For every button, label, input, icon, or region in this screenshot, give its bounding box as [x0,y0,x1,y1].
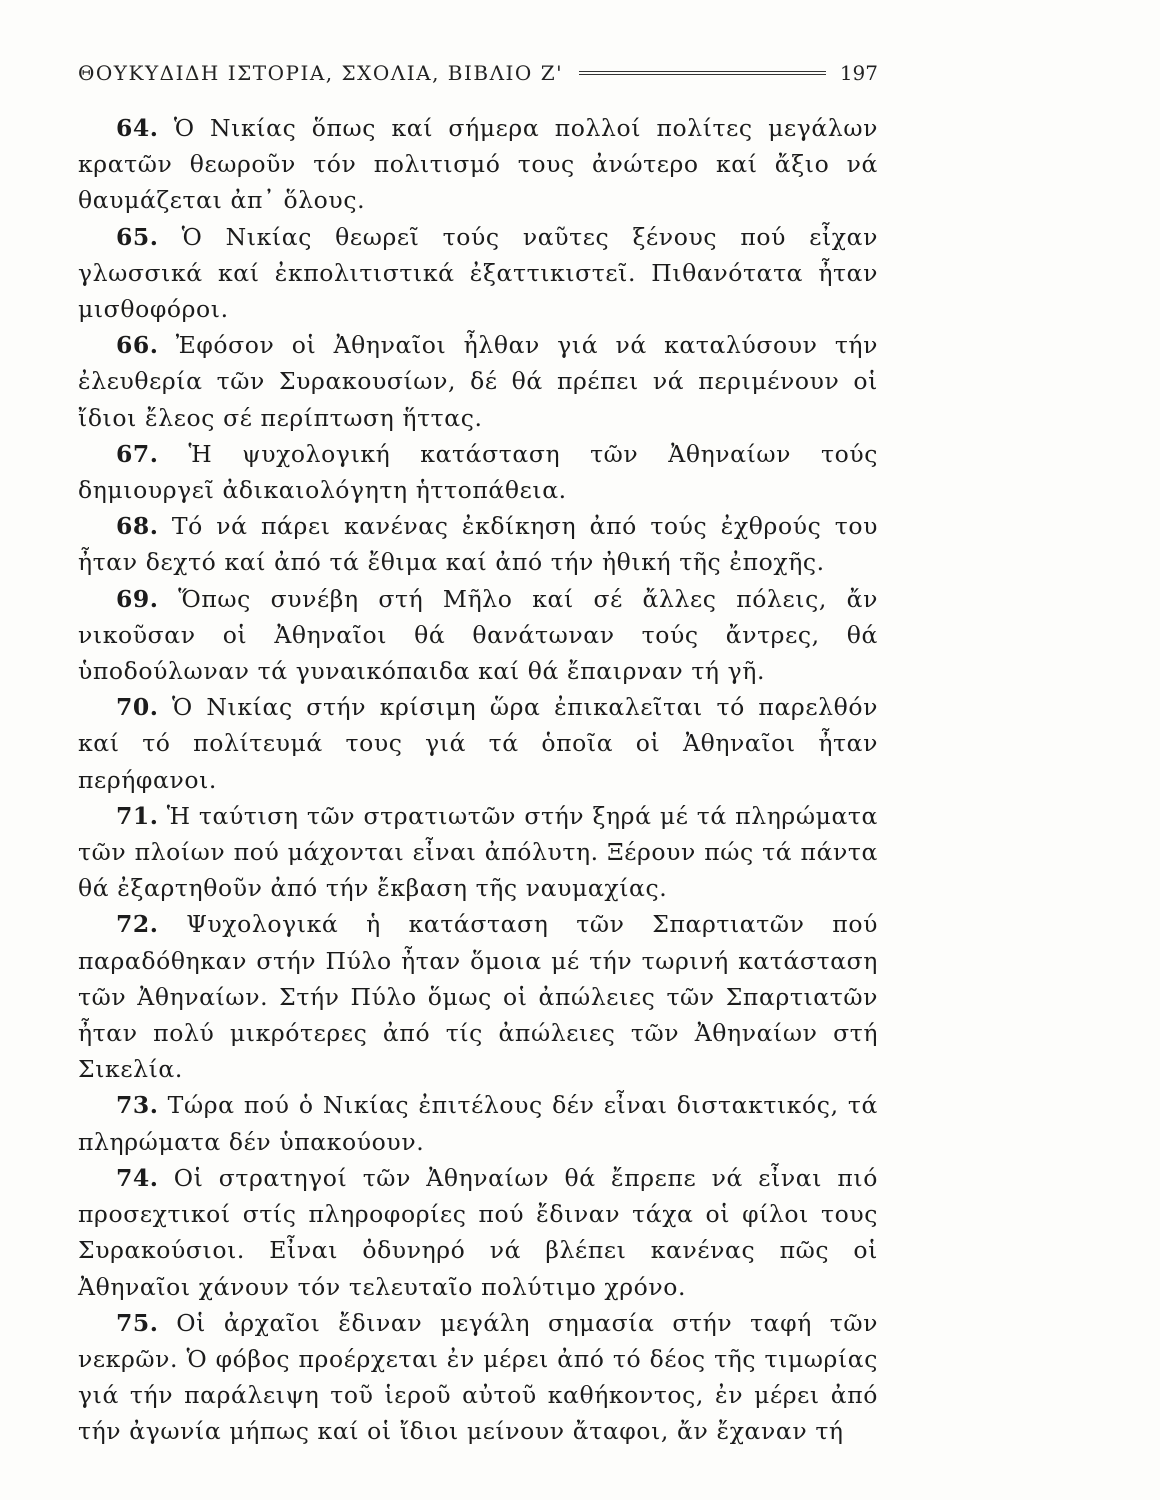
note-65 [78,219,878,328]
running-title: ΘΟΥΚΥΔΙΔΗ ΙΣΤΟΡΙΑ, ΣΧΟΛΙΑ, ΒΙΒΛΙΟ Ζ' [78,61,564,85]
note-number: 71. [116,801,159,830]
note-text: Ψυχολογικά ἡ κατάσταση τῶν Σπαρτιατῶν πού παραδόθηκαν στήν Πύλο ἦταν ὅμοια μέ τήν τωρινή κατάσταση τῶν Ἀθηναίων. Στήν Πύλο ὅμως οἱ ἀπώλειες τῶν Σπαρτιατῶν ἦταν πολύ μικρότερες ἀπό τίς ἀπώλειες τῶν Ἀθηναίων στή Σικελία. [78,910,878,1084]
note-text: Ἡ ψυχολογική κατάσταση τῶν Ἀθηναίων τούς δημιουργεῖ ἀδικαιολόγητη ἡττοπάθεια. [78,439,878,505]
note-number: 66. [116,331,159,360]
note-number: 64. [116,114,159,142]
running-head [78,56,878,90]
note-68 [78,508,878,580]
note-69 [78,581,878,690]
note-text: Τό νά πάρει κανένας ἐκδίκηση ἀπό τούς ἐχθρούς του ἦταν δεχτό καί ἀπό τά ἔθιμα καί ἀπό τήν ἠθική τῆς ἐποχῆς. [78,512,878,577]
note-number: 68. [116,512,159,541]
note-text: Ἐφόσον οἱ Ἀθηναῖοι ἦλθαν γιά νά καταλύσουν τήν ἐλευθερία τῶν Συρακουσίων, δέ θά πρέπει νά περιμένουν οἱ ἴδιοι ἔλεος σέ περίπτωση ἥττας. [78,331,878,432]
note-71 [78,798,878,907]
note-text: Ὅπως συνέβη στή Μῆλο καί σέ ἄλλες πόλεις, ἄν νικοῦσαν οἱ Ἀθηναῖοι θά θανάτωναν τούς ἄντρες, θά ὑποδούλωναν τά γυναικόπαιδα καί θά ἔπαιρναν τή γῆ. [78,584,878,686]
note-number: 67. [116,439,159,468]
note-67 [78,436,878,508]
note-number: 65. [116,222,159,251]
note-number: 69. [116,584,159,613]
note-text: Ὁ Νικίας θεωρεῖ τούς ναῦτες ξένους πού εἶχαν γλωσσικά καί ἐκπολιτιστικά ἐξαττικιστεῖ. Πιθανότατα ἦταν μισθοφόροι. [78,222,878,324]
note-text: Οἱ στρατηγοί τῶν Ἀθηναίων θά ἔπρεπε νά εἶναι πιό προσεχτικοί στίς πληροφορίες πού ἔδιναν τάχα οἱ φίλοι τους Συρακούσιοι. Εἶναι ὀδυνηρό νά βλέπει κανένας πῶς οἱ Ἀθηναῖοι χάνουν τόν τελευταῖο πολύτιμο χρόνο. [78,1163,878,1301]
note-73 [78,1087,878,1159]
note-text: Ὁ Νικίας ὅπως καί σήμερα πολλοί πολίτες μεγάλων κρατῶν θεωροῦν τόν πολιτισμό τους ἀνώτερο καί ἄξιο νά θαυμάζεται ἀπ᾿ ὅλους. [78,114,878,215]
note-number: 74. [116,1163,159,1192]
note-72 [78,906,878,1087]
note-70 [78,689,878,798]
note-number: 73. [116,1091,159,1120]
note-66 [78,327,878,436]
note-74 [78,1160,878,1305]
page-number: 197 [839,61,878,85]
note-number: 75. [116,1308,159,1337]
note-text: Τώρα πού ὁ Νικίας ἐπιτέλους δέν εἶναι διστακτικός, τά πληρώματα δέν ὑπακούουν. [78,1091,878,1156]
note-text: Ὁ Νικίας στήν κρίσιμη ὥρα ἐπικαλεῖται τό παρελθόν καί τό πολίτευμά τους γιά τά ὁποῖα οἱ Ἀθηναῖοι ἦταν περήφανοι. [78,693,879,794]
note-text: Ἡ ταύτιση τῶν στρατιωτῶν στήν ξηρά μέ τά πληρώματα τῶν πλοίων πού μάχονται εἶναι ἀπόλυτη. Ξέρουν πώς τά πάντα θά ἐξαρτηθοῦν ἀπό τήν ἔκβαση τῆς ναυμαχίας. [78,801,878,903]
header-rule [579,71,826,75]
note-75 [78,1305,878,1450]
note-number: 70. [116,693,159,722]
notes-body [78,110,878,1450]
note-64 [78,110,878,219]
note-text: Οἱ ἀρχαῖοι ἔδιναν μεγάλη σημασία στήν ταφή τῶν νεκρῶν. Ὁ φόβος προέρχεται ἐν μέρει ἀπό τό δέος τῆς τιμωρίας γιά τήν παράλειψη τοῦ ἱεροῦ αὐτοῦ καθήκοντος, ἐν μέρει ἀπό τήν ἀγωνία μήπως καί οἱ ἴδιοι μείνουν ἄταφοι, ἄν ἔχαναν τή [78,1308,878,1446]
note-number: 72. [116,910,159,939]
